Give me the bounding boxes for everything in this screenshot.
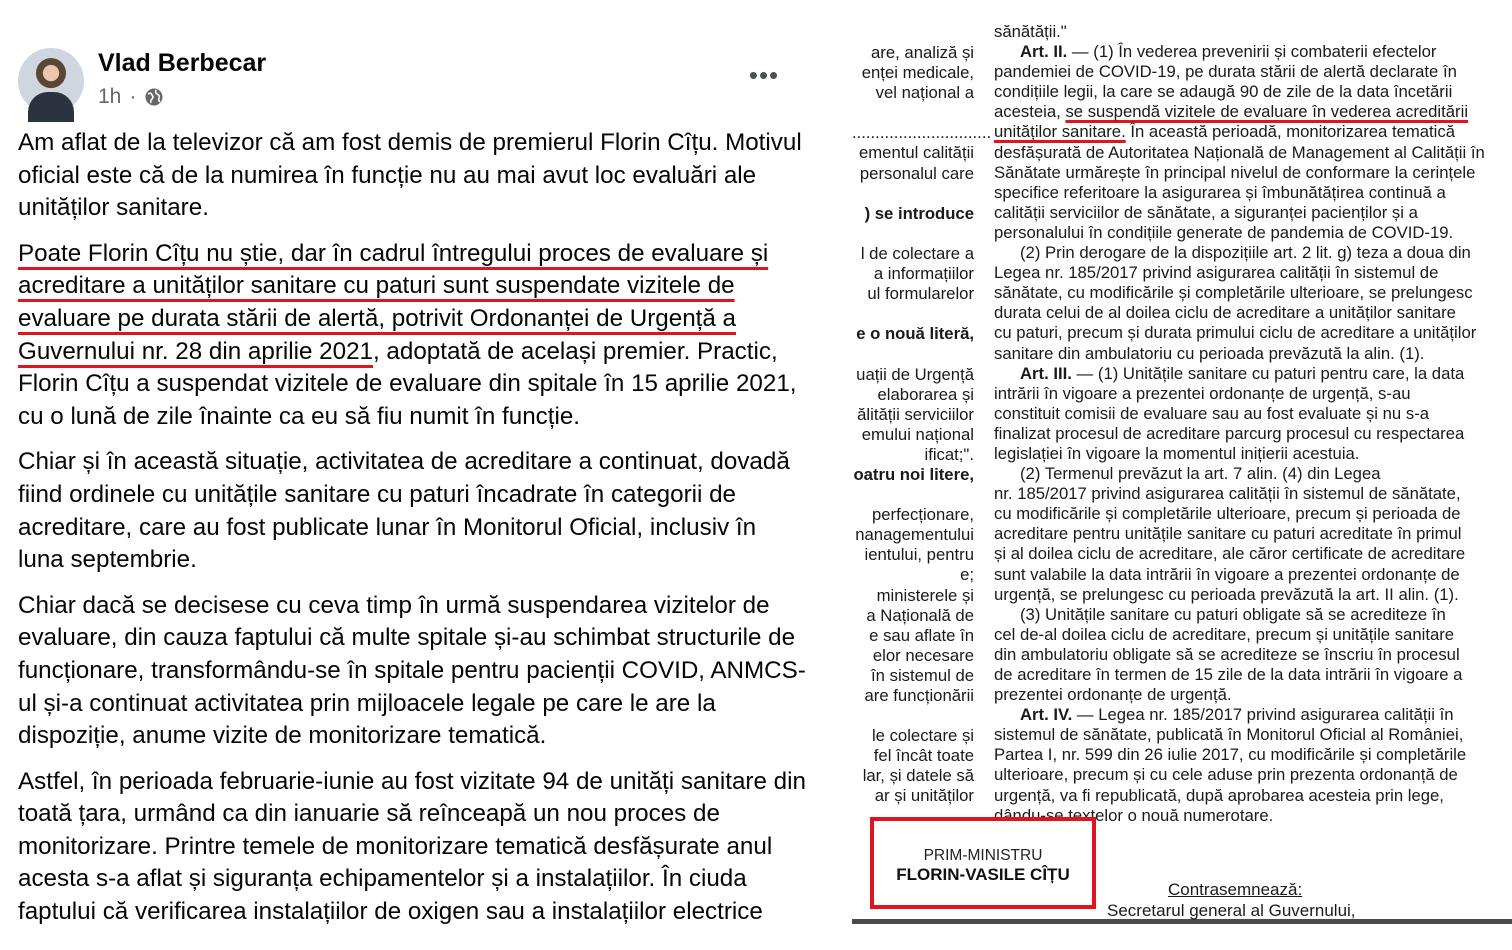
highlighted-claim: Poate Florin Cîțu nu știe, dar în cadrul întregului proces de evaluare și acreditare a unităților sanitare cu paturi sunt suspendate vizitele de evaluare pe durata stării de alertă, potrivit Ordonanței de Urgență a Guvernului nr. 28 din aprilie 2021 xyxy=(18,239,769,365)
document-line: și al doilea ciclu de acreditare, ale căror certificate de acreditare xyxy=(994,544,1466,564)
ordinance-document xyxy=(852,0,1512,924)
document-line: (2) Termenul prevăzut la art. 7 alin. (4) din Legea xyxy=(1020,464,1381,484)
left-column-line: oatru noi litere, xyxy=(853,464,974,484)
document-line: din ambulatoriu obligate să se acrediteze se înscriu în procesul xyxy=(994,644,1460,664)
left-column-line: e; xyxy=(960,565,974,585)
document-line: intrării în vigoare a prezentei ordonanțe de urgență, s-au xyxy=(994,383,1411,403)
document-line: (3) Unitățile sanitare cu paturi obligate să se acrediteze în xyxy=(1020,604,1446,624)
document-line: cu paturi, precum și durata primului ciclu de acreditare a unităților xyxy=(994,323,1477,343)
left-column-line: uații de Urgență xyxy=(856,364,974,384)
document-line: ulterioare, precum și cu cele aduse prin prezenta ordonanță de xyxy=(994,765,1458,785)
document-line: pandemiei de COVID-19, pe durata stării de alertă declarate în xyxy=(994,62,1457,82)
more-options-icon[interactable]: ••• xyxy=(748,60,780,90)
document-line: acreditare pentru unitățile sanitare cu paturi acreditate în primul xyxy=(994,524,1462,544)
document-line: sunt valabile la data intrării în vigoare a prezentei ordonanțe de xyxy=(994,564,1460,584)
left-column-line xyxy=(852,706,974,726)
document-line: sanitare din ambulatoriu cu perioada prevăzută la alin. (1). xyxy=(994,343,1425,363)
left-column-line: e sau aflate în xyxy=(869,625,974,645)
post-meta: 1h · xyxy=(98,85,164,109)
left-column-line: are, analiză și xyxy=(871,43,974,62)
signature-highlight-box xyxy=(870,817,1096,909)
left-column-line: în sistemul de xyxy=(871,665,974,685)
document-line: dându-se textelor o nouă numerotare. xyxy=(994,805,1274,825)
left-column-line: ministerele și xyxy=(876,585,974,605)
left-column-line: elaborarea și xyxy=(877,384,974,404)
post-timestamp[interactable]: 1h xyxy=(98,85,122,108)
document-line: Partea I, nr. 599 din 26 iulie 2017, cu modificările și completările xyxy=(994,745,1467,765)
left-column-line xyxy=(852,103,974,123)
left-column-line: ementul calității xyxy=(858,143,974,163)
document-line: calității serviciilor de sănătate, a siguranței pacienților și a xyxy=(994,202,1418,222)
left-column-line: l de colectare a xyxy=(860,243,974,263)
left-column-line: ificat;". xyxy=(924,444,974,464)
document-line: acesteia, se suspendă vizitele de evaluare în vederea acreditării xyxy=(994,102,1469,122)
left-column-line: ientului, pentru xyxy=(864,545,974,565)
document-line: cel de-al doilea ciclu de acreditare, precum și unitățile sanitare xyxy=(994,624,1455,644)
left-column-line xyxy=(852,485,974,505)
document-line: finalizat procesul de acreditare parcurg procesul cu respectarea xyxy=(994,423,1465,443)
left-column-line: .............................. xyxy=(852,123,992,143)
document-line: condițiile legii, la care se adaugă 90 de zile de la data încetării xyxy=(994,82,1453,102)
document-line: Art. II. — (1) În vederea prevenirii și combaterii efectelor xyxy=(1020,42,1437,62)
document-line: durata celui de al doilea ciclu de acreditare a unităților sanitare xyxy=(994,303,1456,323)
underlined-clause: se suspendă vizitele de evaluare în vederea acreditării xyxy=(1065,102,1469,122)
post-author-name[interactable]: Vlad Berbecar xyxy=(98,49,267,77)
left-column-line: personalul care xyxy=(859,163,974,183)
post-paragraph: Am aflat de la televizor că am fost demis de premierul Florin Cîțu. Motivul oficial este că de la numirea în funcție nu au mai avut loc evaluări ale unităților sanitare. xyxy=(18,129,802,222)
left-column-line: perfecționare, xyxy=(871,505,974,525)
post-paragraph: Chiar și în această situație, activitatea de acreditare a continuat, dovadă fiind ordinele cu unitățile sanitare cu paturi încadrate în categorii de acreditare, care au fost publicate lunar în Monitorul Oficial, inclusiv în luna septembrie. xyxy=(18,448,790,574)
left-column-line: fel încât toate xyxy=(873,746,974,766)
left-column-line: vel național a xyxy=(875,83,974,103)
left-column-line: a informațiilor xyxy=(873,264,974,284)
document-line: nr. 185/2017 privind asigurarea calității în sistemul de sănătate, xyxy=(994,484,1461,504)
document-line: sănătate, cu modificările și completările ulterioare, se prelungesc xyxy=(994,283,1473,303)
left-column-line xyxy=(852,224,974,244)
document-line: Art. IV. — Legea nr. 185/2017 privind asigurarea calității în xyxy=(1020,705,1454,725)
document-line: urgență, se prelungesc cu perioada prevăzută la art. II alin. (1). xyxy=(994,584,1459,604)
left-column-line: e o nouă literă, xyxy=(856,324,974,344)
document-line: Sănătate urmărește în principal nivelul de conformare la cerințele xyxy=(994,162,1476,182)
signature-name: FLORIN-VASILE CÎȚU xyxy=(896,865,1070,884)
secretary-label: Secretarul general al Guvernului, xyxy=(1107,901,1356,920)
document-main-column xyxy=(994,22,1498,826)
left-column-line xyxy=(852,344,974,364)
post-paragraph: Chiar dacă se decisese cu ceva timp în urmă suspendarea vizitelor de evaluare, din cauza faptului că multe spitale și-au schimbat structurile de funcționare, transformându-se în spitale pentru pacienții COVID, ANMCS-ul și-a continuat activitatea prin mijloacele legale pe care le are la dispoziție, anume vizite de monitorizare tematică. xyxy=(18,591,806,750)
document-line: constituit comisii de evaluare sau au fost evaluate și nu s-a xyxy=(994,403,1430,423)
left-column-line xyxy=(852,304,974,324)
document-line: (2) Prin derogare de la dispozițiile art. 2 lit. g) teza a doua din xyxy=(1020,243,1471,263)
left-column-line: elor necesare xyxy=(872,645,974,665)
document-line: prezentei ordonanțe de urgență. xyxy=(994,685,1232,705)
left-column-line: a Națională de xyxy=(866,605,974,625)
document-line: cu modificările și completările ulterioare, precum și perioada de xyxy=(994,504,1461,524)
left-column-line: are funcționării xyxy=(864,686,974,705)
left-column-line: ar și unităților xyxy=(874,786,974,806)
countersign-label: Contrasemnează: xyxy=(1168,880,1303,899)
document-line: sănătății." xyxy=(994,22,1067,41)
left-column-line xyxy=(852,184,974,204)
left-column-line: lar, și datele să xyxy=(862,766,974,786)
left-column-line: nanagementului xyxy=(855,525,974,545)
left-column-line: emului național xyxy=(861,424,974,444)
document-left-column xyxy=(852,43,992,807)
document-line: personalului în condițiile generate de pandemia de COVID-19. xyxy=(994,222,1454,242)
left-column-line: ul formularelor xyxy=(867,284,974,304)
left-column-line: le colectare și xyxy=(871,726,974,746)
post-paragraph-rest: , adoptată de același premier. Practic, Florin Cîțu a suspendat vizitele de evaluare din spitale în 15 aprilie 2021, cu o lună de zile înainte ca eu să fiu numit în funcție. xyxy=(18,337,797,430)
document-line: legislației în vigoare la momentul inițierii acestuia. xyxy=(994,443,1360,463)
signature-role: PRIM-MINISTRU xyxy=(923,847,1043,864)
document-line: urgență, va fi republicată, după aprobarea acesteia prin lege, xyxy=(994,785,1444,805)
document-line: unităților sanitare. În această perioadă, monitorizarea tematică xyxy=(994,122,1456,142)
document-line: sistemul de sănătate, publicată în Monitorul Oficial al României, xyxy=(994,725,1464,745)
document-line: de acreditare în termen de 15 zile de la data intrării în vigoare a xyxy=(994,665,1463,684)
post-paragraph: Astfel, în perioada februarie-iunie au fost vizitate 94 de unități sanitare din toată țara, urmând ca din ianuarie să reînceapă un nou proces de monitorizare. Printre temele de monitorizare tematică desfășurate anul acesta s-a aflat și siguranța echipamentelor și a instalațiilor. În ciuda faptului că verificarea instalațiilor de oxigen sau a instalațiilor electrice xyxy=(18,767,806,926)
avatar[interactable] xyxy=(18,48,84,114)
document-line: desfășurată de Autoritatea Națională de Management al Calității în xyxy=(994,142,1485,162)
left-column-line: enței medicale, xyxy=(861,63,974,83)
document-line: specifice referitoare la asigurarea și îmbunătățirea continuă a xyxy=(994,182,1446,202)
post-body xyxy=(18,127,808,942)
left-column-line: ălității serviciilor xyxy=(857,404,974,424)
underlined-clause: unităților sanitare. xyxy=(994,122,1126,142)
left-column-line: ) se introduce xyxy=(864,203,974,223)
document-line: Legea nr. 185/2017 privind asigurarea calității în sistemul de xyxy=(994,263,1439,283)
document-line: Art. III. — (1) Unitățile sanitare cu paturi pentru care, la data xyxy=(1020,363,1465,383)
post-paragraph xyxy=(18,238,808,434)
globe-icon[interactable] xyxy=(144,87,164,107)
